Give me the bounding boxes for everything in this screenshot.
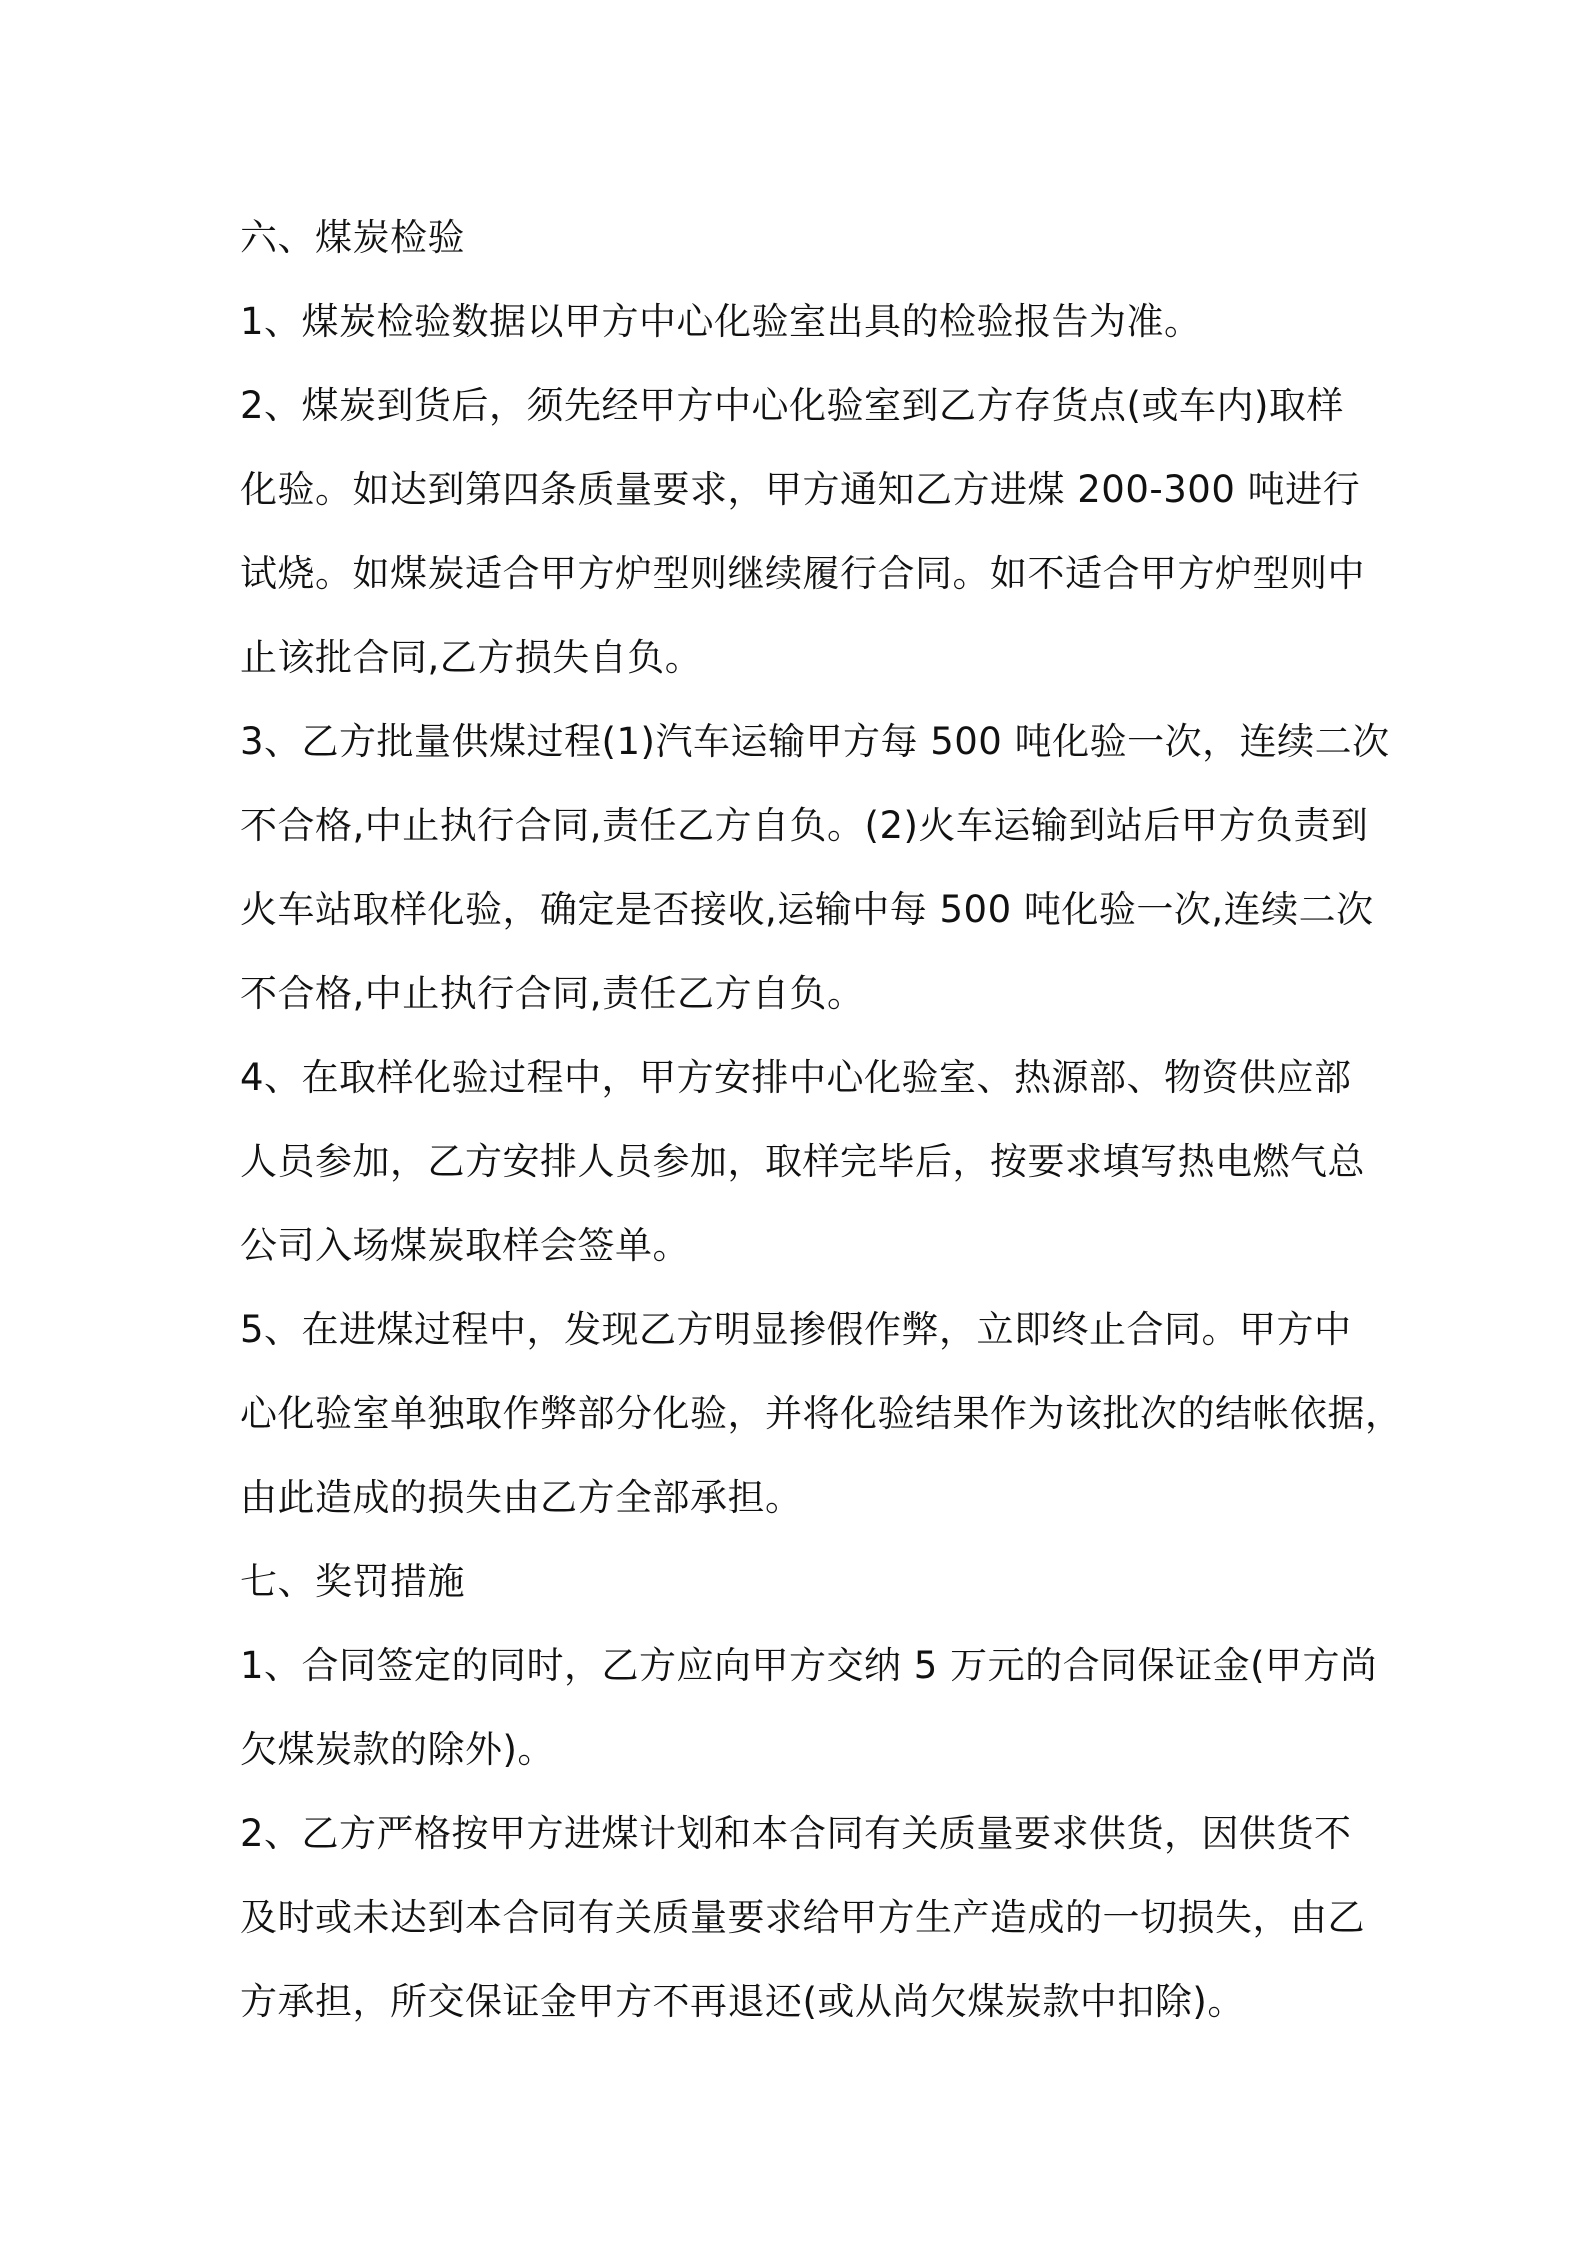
paragraph-line: 欠煤炭款的除外)。 (240, 1728, 555, 1771)
paragraph-line: 1、合同签定的同时，乙方应向甲方交纳 5 万元的合同保证金(甲方尚 (240, 1644, 1378, 1687)
paragraph-line: 人员参加，乙方安排人员参加，取样完毕后，按要求填写热电燃气总 (240, 1140, 1365, 1183)
paragraph-line: 火车站取样化验，确定是否接收,运输中每 500 吨化验一次,连续二次 (240, 888, 1374, 931)
paragraph-line: 及时或未达到本合同有关质量要求给甲方生产造成的一切损失，由乙 (240, 1896, 1365, 1939)
paragraph-line: 心化验室单独取作弊部分化验，并将化验结果作为该批次的结帐依据， (240, 1392, 1403, 1435)
paragraph-line: 公司入场煤炭取样会签单。 (240, 1224, 690, 1267)
paragraph-line: 2、乙方严格按甲方进煤计划和本合同有关质量要求供货，因供货不 (240, 1812, 1352, 1855)
paragraph-line: 4、在取样化验过程中，甲方安排中心化验室、热源部、物资供应部 (240, 1056, 1352, 1099)
section-heading-coal-inspection: 六、煤炭检验 (240, 216, 465, 259)
paragraph-line: 不合格,中止执行合同,责任乙方自负。 (240, 972, 865, 1015)
paragraph-line: 3、乙方批量供煤过程(1)汽车运输甲方每 500 吨化验一次，连续二次 (240, 720, 1390, 763)
paragraph-line: 方承担，所交保证金甲方不再退还(或从尚欠煤炭款中扣除)。 (240, 1980, 1245, 2023)
paragraph-line: 试烧。如煤炭适合甲方炉型则继续履行合同。如不适合甲方炉型则中 (240, 552, 1365, 595)
paragraph-line: 5、在进煤过程中，发现乙方明显掺假作弊，立即终止合同。甲方中 (240, 1308, 1352, 1351)
paragraph-line: 由此造成的损失由乙方全部承担。 (240, 1476, 803, 1519)
paragraph-line: 2、煤炭到货后，须先经甲方中心化验室到乙方存货点(或车内)取样 (240, 384, 1344, 427)
document-body (240, 196, 1403, 2044)
paragraph-line: 1、煤炭检验数据以甲方中心化验室出具的检验报告为准。 (240, 300, 1202, 343)
paragraph-line: 止该批合同,乙方损失自负。 (240, 636, 703, 679)
paragraph-line: 不合格,中止执行合同,责任乙方自负。(2)火车运输到站后甲方负责到 (240, 804, 1369, 847)
section-heading-rewards-penalties: 七、奖罚措施 (240, 1560, 465, 1603)
paragraph-line: 化验。如达到第四条质量要求，甲方通知乙方进煤 200-300 吨进行 (240, 468, 1361, 511)
